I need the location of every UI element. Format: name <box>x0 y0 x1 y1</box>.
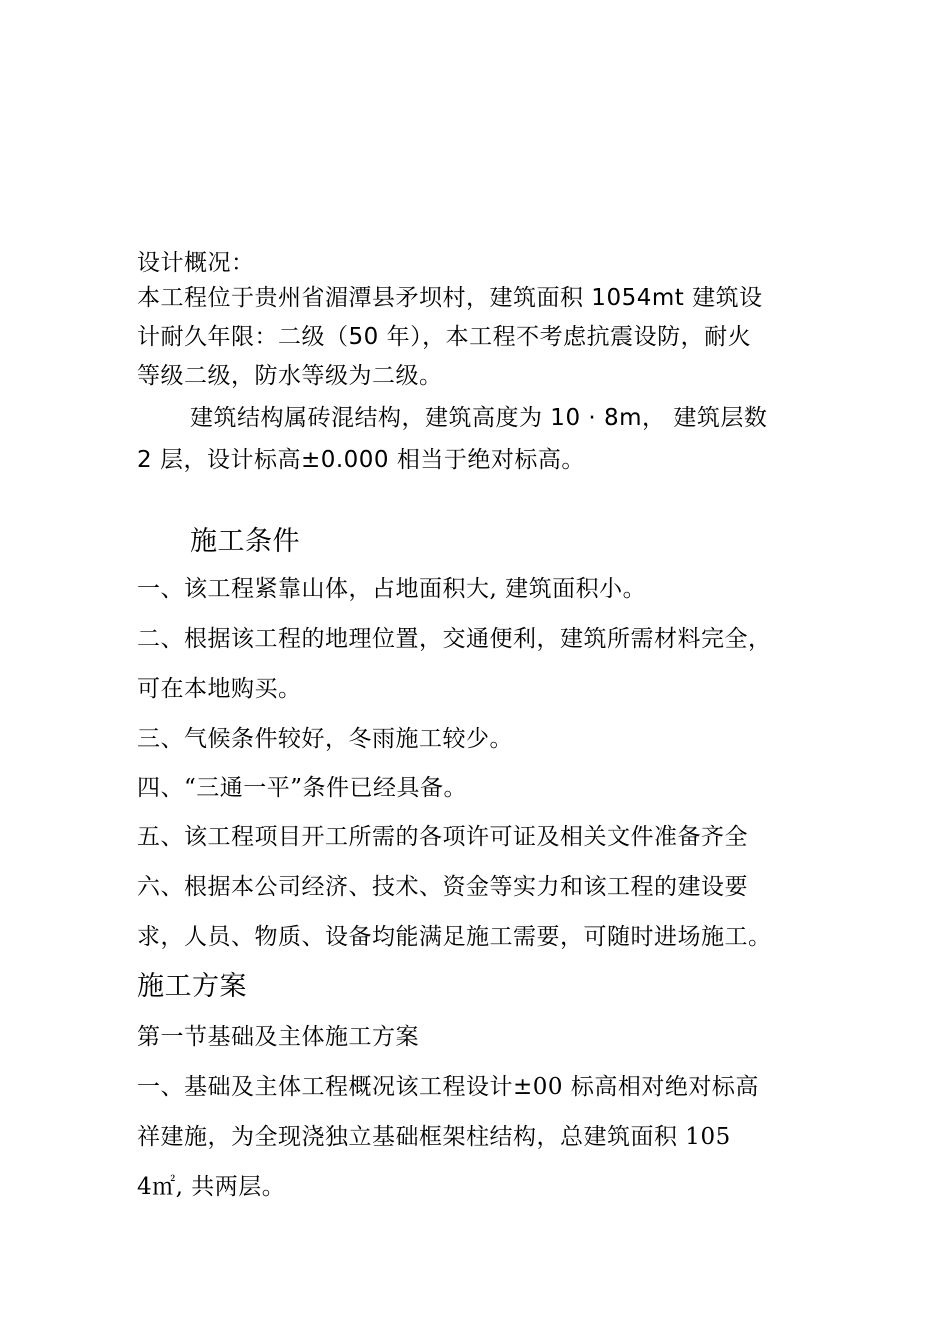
overview-line-5: 2 层，设计标高±0.000 相当于绝对标高。 <box>137 447 585 473</box>
design-overview-label: 设计概况： <box>137 250 255 276</box>
condition-item-4: 四、“三通一平”条件已经具备。 <box>137 775 468 801</box>
condition-item-3: 三、气候条件较好，冬雨施工较少。 <box>137 726 513 752</box>
condition-item-1: 一、该工程紧靠山体，占地面积大, 建筑面积小。 <box>137 576 647 602</box>
condition-item-6: 六、根据本公司经济、技术、资金等实力和该工程的建设要 <box>137 874 748 900</box>
plan-line-2: 祥建施，为全现浇独立基础框架柱结构，总建筑面积 105 <box>137 1124 731 1150</box>
construction-conditions-title: 施工条件 <box>190 526 300 557</box>
overview-line-4: 建筑结构属砖混结构，建筑高度为 10 · 8m， 建筑层数 <box>190 405 768 431</box>
plan-line-3: 4㎡, 共两层。 <box>137 1174 286 1200</box>
condition-item-5: 五、该工程项目开工所需的各项许可证及相关文件准备齐全 <box>137 824 748 850</box>
condition-item-2-cont: 可在本地购买。 <box>137 676 302 702</box>
construction-plan-title: 施工方案 <box>137 971 247 1002</box>
condition-item-2: 二、根据该工程的地理位置，交通便利，建筑所需材料完全， <box>137 626 772 652</box>
condition-item-6-cont: 求，人员、物质、设备均能满足施工需要，可随时进场施工。 <box>137 924 772 950</box>
overview-line-3: 等级二级，防水等级为二级。 <box>137 363 443 389</box>
plan-line-1: 一、基础及主体工程概况该工程设计±00 标高相对绝对标高 <box>137 1074 759 1100</box>
overview-line-1: 本工程位于贵州省湄潭县矛坝村，建筑面积 1054mt 建筑设 <box>137 285 763 311</box>
overview-line-2: 计耐久年限：二级（50 年），本工程不考虑抗震设防，耐火 <box>137 324 752 350</box>
plan-section-heading: 第一节基础及主体施工方案 <box>137 1024 419 1050</box>
